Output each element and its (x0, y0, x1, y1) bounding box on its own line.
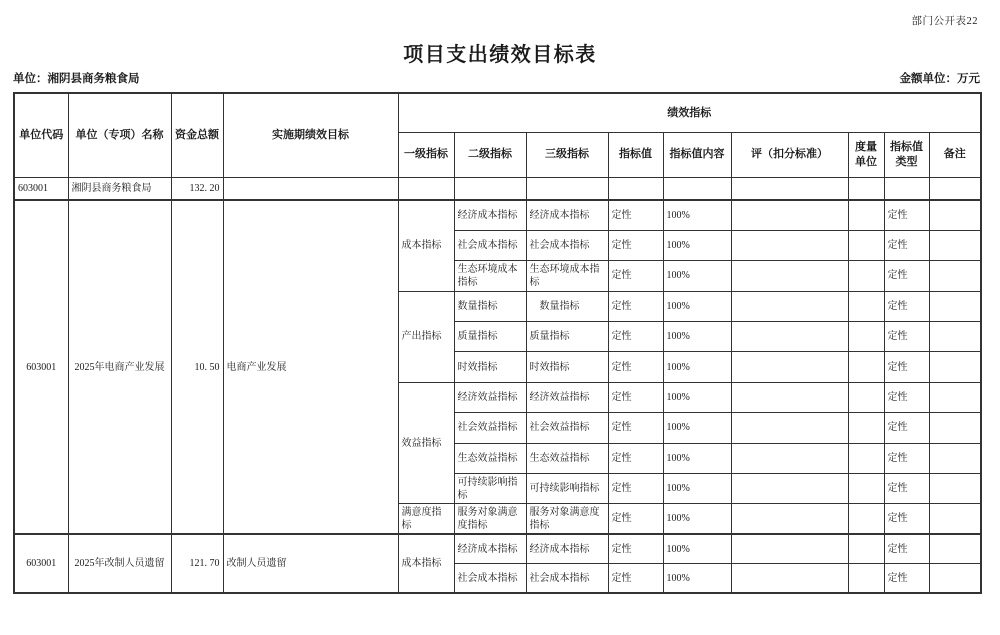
remark-cell (929, 322, 981, 352)
value-type-cell: 定性 (884, 534, 929, 564)
header-unit-name: 单位（专项）名称 (68, 93, 171, 177)
empty-cell (398, 177, 454, 200)
unit-code-cell: 603001 (14, 534, 68, 593)
value-content-cell: 100% (663, 261, 731, 291)
remark-cell (929, 504, 981, 534)
unit-label: 单位：湘阴县商务粮食局 (13, 73, 140, 85)
empty-cell (663, 177, 731, 200)
value-content-cell: 100% (663, 322, 731, 352)
header-fund-total: 资金总额 (171, 93, 223, 177)
indicator-value-cell: 定性 (608, 322, 663, 352)
score-standard-cell (731, 322, 848, 352)
performance-target-table (13, 92, 982, 594)
measure-unit-cell (848, 504, 884, 534)
l3-cell: 时效指标 (526, 352, 608, 382)
score-standard-cell (731, 200, 848, 230)
indicator-value-cell: 定性 (608, 564, 663, 594)
value-type-cell: 定性 (884, 322, 929, 352)
score-standard-cell (731, 230, 848, 260)
l3-cell: 可持续影响指标 (526, 474, 608, 504)
score-standard-cell (731, 413, 848, 443)
l1-cell: 满意度指标 (398, 504, 454, 534)
remark-cell (929, 474, 981, 504)
header-perf-indicators: 绩效指标 (398, 93, 981, 132)
l2-cell: 经济成本指标 (454, 200, 526, 230)
meta-row (13, 70, 980, 86)
header-score-standard: 评（扣分标准） (731, 132, 848, 177)
measure-unit-cell (848, 291, 884, 321)
measure-unit-cell (848, 261, 884, 291)
header-l2: 二级指标 (454, 132, 526, 177)
remark-cell (929, 564, 981, 594)
amount-unit-label: 金额单位：万元 (899, 73, 980, 85)
l3-cell: 数量指标 (526, 291, 608, 321)
unit-code-cell: 603001 (14, 200, 68, 534)
value-type-cell: 定性 (884, 413, 929, 443)
l2-cell: 时效指标 (454, 352, 526, 382)
empty-cell (454, 177, 526, 200)
empty-cell (526, 177, 608, 200)
header-l3: 三级指标 (526, 132, 608, 177)
value-content-cell: 100% (663, 413, 731, 443)
l3-cell: 经济成本指标 (526, 534, 608, 564)
empty-cell (884, 177, 929, 200)
value-type-cell: 定性 (884, 382, 929, 412)
header-remark: 备注 (929, 132, 981, 177)
l3-cell: 经济效益指标 (526, 382, 608, 412)
value-content-cell: 100% (663, 382, 731, 412)
l1-cell: 成本指标 (398, 200, 454, 291)
remark-cell (929, 534, 981, 564)
score-standard-cell (731, 382, 848, 412)
indicator-value-cell: 定性 (608, 291, 663, 321)
l1-cell: 成本指标 (398, 534, 454, 593)
unit-name-cell: 湘阴县商务粮食局 (68, 177, 171, 200)
l2-cell: 数量指标 (454, 291, 526, 321)
remark-cell (929, 443, 981, 473)
l2-cell: 社会效益指标 (454, 413, 526, 443)
score-standard-cell (731, 534, 848, 564)
l3-cell: 生态环境成本指标 (526, 261, 608, 291)
remark-cell (929, 291, 981, 321)
remark-cell (929, 200, 981, 230)
impl-target-cell: 电商产业发展 (223, 200, 398, 534)
value-type-cell: 定性 (884, 230, 929, 260)
header-row-1 (14, 93, 981, 132)
measure-unit-cell (848, 352, 884, 382)
value-content-cell: 100% (663, 230, 731, 260)
l2-cell: 生态环境成本指标 (454, 261, 526, 291)
l1-cell: 产出指标 (398, 291, 454, 382)
value-type-cell: 定性 (884, 564, 929, 594)
l2-cell: 可持续影响指标 (454, 474, 526, 504)
indicator-value-cell: 定性 (608, 474, 663, 504)
score-standard-cell (731, 291, 848, 321)
indicator-row (14, 200, 981, 230)
value-type-cell: 定性 (884, 261, 929, 291)
empty-cell (848, 177, 884, 200)
value-type-cell: 定性 (884, 504, 929, 534)
indicator-value-cell: 定性 (608, 504, 663, 534)
empty-cell (608, 177, 663, 200)
value-type-cell: 定性 (884, 443, 929, 473)
fund-total-cell: 132. 20 (171, 177, 223, 200)
summary-row (14, 177, 981, 200)
measure-unit-cell (848, 200, 884, 230)
l2-cell: 服务对象满意度指标 (454, 504, 526, 534)
l3-cell: 社会成本指标 (526, 230, 608, 260)
empty-cell (929, 177, 981, 200)
corner-label: 部门公开表22 (911, 16, 978, 27)
l3-cell: 服务对象满意度指标 (526, 504, 608, 534)
impl-target-cell (223, 177, 398, 200)
score-standard-cell (731, 564, 848, 594)
value-content-cell: 100% (663, 443, 731, 473)
page-title: 项目支出绩效目标表 (403, 44, 597, 66)
l1-cell: 效益指标 (398, 382, 454, 504)
header-measure-unit: 度量单位 (848, 132, 884, 177)
l3-cell: 经济成本指标 (526, 200, 608, 230)
measure-unit-cell (848, 534, 884, 564)
measure-unit-cell (848, 230, 884, 260)
value-type-cell: 定性 (884, 200, 929, 230)
fund-total-cell: 10. 50 (171, 200, 223, 534)
remark-cell (929, 382, 981, 412)
measure-unit-cell (848, 322, 884, 352)
score-standard-cell (731, 261, 848, 291)
score-standard-cell (731, 504, 848, 534)
l3-cell: 社会成本指标 (526, 564, 608, 594)
value-type-cell: 定性 (884, 474, 929, 504)
impl-target-cell: 改制人员遗留 (223, 534, 398, 593)
l2-cell: 质量指标 (454, 322, 526, 352)
measure-unit-cell (848, 443, 884, 473)
score-standard-cell (731, 352, 848, 382)
score-standard-cell (731, 443, 848, 473)
unit-name-cell: 2025年电商产业发展 (68, 200, 171, 534)
measure-unit-cell (848, 564, 884, 594)
remark-cell (929, 261, 981, 291)
l2-cell: 经济成本指标 (454, 534, 526, 564)
measure-unit-cell (848, 474, 884, 504)
unit-name-cell: 2025年改制人员遗留 (68, 534, 171, 593)
fund-total-cell: 121. 70 (171, 534, 223, 593)
value-content-cell: 100% (663, 534, 731, 564)
indicator-value-cell: 定性 (608, 200, 663, 230)
value-content-cell: 100% (663, 291, 731, 321)
header-value-content: 指标值内容 (663, 132, 731, 177)
remark-cell (929, 413, 981, 443)
value-type-cell: 定性 (884, 352, 929, 382)
header-value-type: 指标值类型 (884, 132, 929, 177)
unit-code-cell: 603001 (14, 177, 68, 200)
remark-cell (929, 352, 981, 382)
score-standard-cell (731, 474, 848, 504)
value-content-cell: 100% (663, 564, 731, 594)
measure-unit-cell (848, 413, 884, 443)
indicator-value-cell: 定性 (608, 413, 663, 443)
remark-cell (929, 230, 981, 260)
indicator-value-cell: 定性 (608, 382, 663, 412)
l2-cell: 生态效益指标 (454, 443, 526, 473)
l3-cell: 社会效益指标 (526, 413, 608, 443)
indicator-row (14, 534, 981, 564)
measure-unit-cell (848, 382, 884, 412)
indicator-value-cell: 定性 (608, 443, 663, 473)
l2-cell: 社会成本指标 (454, 230, 526, 260)
header-value: 指标值 (608, 132, 663, 177)
header-impl-target: 实施期绩效目标 (223, 93, 398, 177)
value-content-cell: 100% (663, 352, 731, 382)
l3-cell: 质量指标 (526, 322, 608, 352)
value-type-cell: 定性 (884, 291, 929, 321)
value-content-cell: 100% (663, 504, 731, 534)
header-l1: 一级指标 (398, 132, 454, 177)
header-unit-code: 单位代码 (14, 93, 68, 177)
l2-cell: 社会成本指标 (454, 564, 526, 594)
indicator-value-cell: 定性 (608, 352, 663, 382)
l3-cell: 生态效益指标 (526, 443, 608, 473)
l2-cell: 经济效益指标 (454, 382, 526, 412)
value-content-cell: 100% (663, 200, 731, 230)
indicator-value-cell: 定性 (608, 230, 663, 260)
indicator-value-cell: 定性 (608, 261, 663, 291)
value-content-cell: 100% (663, 474, 731, 504)
indicator-value-cell: 定性 (608, 534, 663, 564)
empty-cell (731, 177, 848, 200)
